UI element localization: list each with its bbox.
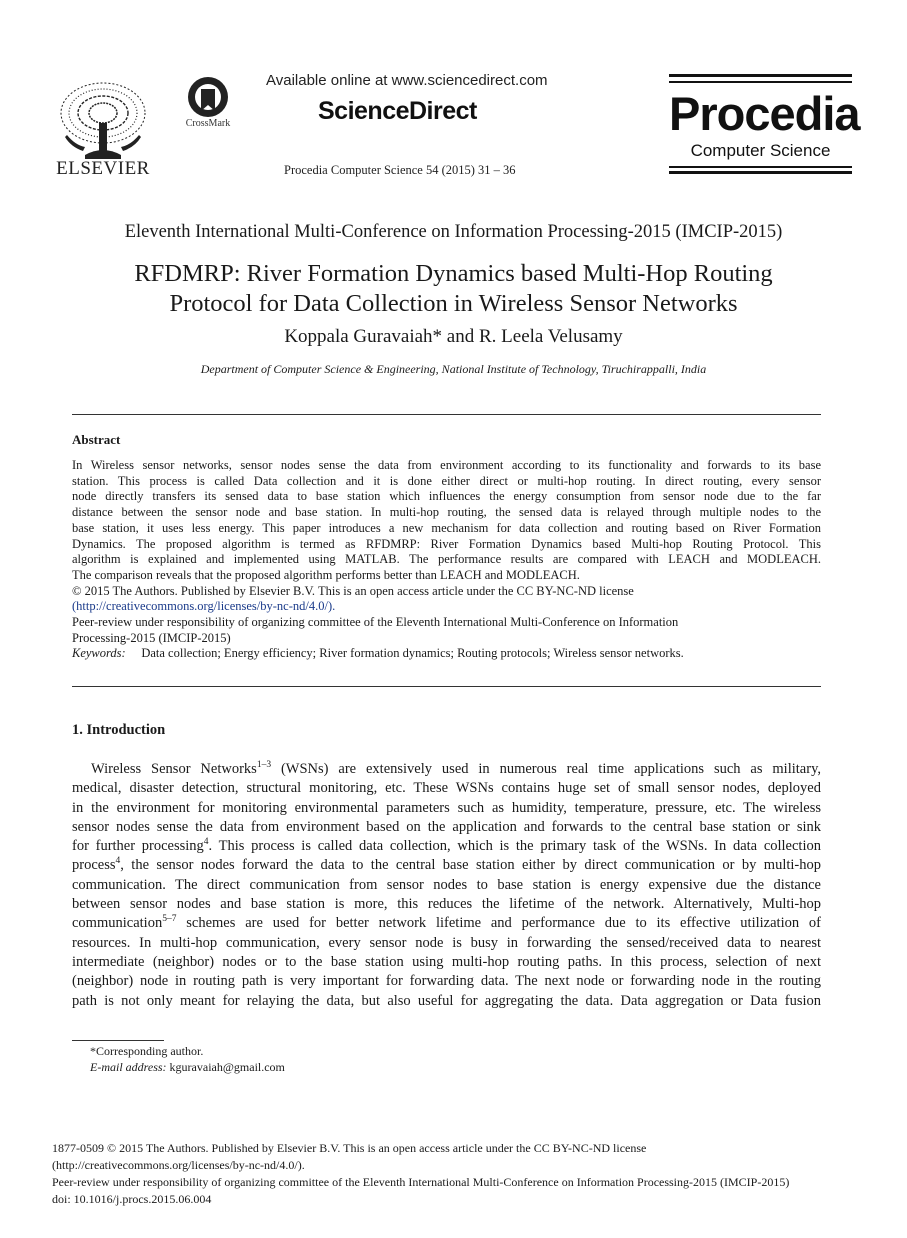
- title-line-1: RFDMRP: River Formation Dynamics based Multi-Hop Routing: [134, 260, 773, 287]
- license-link-line: [72, 599, 821, 615]
- intro-line: sensor nodes sense the data from environment based on the application and forwards to the central base station or sink: [72, 818, 821, 835]
- intro-line: resources. In multi-hop communication, every sensor node is busy in forwarding the sensed/received data to nearest: [72, 934, 821, 951]
- abstract-line: The comparison reveals that the proposed algorithm performs better than LEACH and MODLEACH.: [72, 567, 580, 582]
- page-footer: [52, 1140, 862, 1208]
- intro-text: , the sensor nodes forward the data to the central base station either by direct communication or by multi-hop: [120, 857, 821, 874]
- procedia-logo: [669, 74, 860, 174]
- footer-peer-review: Peer-review under responsibility of organizing committee of the Eleventh International Multi-Conference on Information Processing-2015 (IMCIP-2015): [52, 1175, 790, 1189]
- journal-reference: Procedia Computer Science 54 (2015) 31 – 36: [284, 163, 516, 177]
- intro-text: communication: [72, 915, 163, 932]
- abstract-line: station. This process is called Data collection and it is done either direct or multi-hop routing. In direct routing, every sensor: [72, 473, 821, 488]
- abstract-line: node directly transfers its sensed data to base station which influences the energy consumption from sensor node due to the far: [72, 489, 821, 504]
- conference-name: Eleventh International Multi-Conference on Information Processing-2015 (IMCIP-2015): [124, 222, 783, 242]
- corresponding-author-note: *Corresponding author.: [90, 1044, 204, 1058]
- introduction-body: [72, 760, 821, 1011]
- abstract-line: distance between the sensor node and base station. In multi-hop routing, the sensed data is relayed through multiple nodes to the: [72, 505, 821, 520]
- abstract-line: algorithm is explained and implemented using MATLAB. The performance results are compared with LEACH and MODLEACH.: [72, 552, 821, 567]
- abstract-body: [72, 458, 821, 662]
- intro-text: process: [72, 857, 116, 874]
- abstract-line: Dynamics. The proposed algorithm is termed as RFDMRP: River Formation Dynamics based Multi-hop Routing Protocol. This: [72, 536, 821, 551]
- email-label: E-mail address:: [90, 1060, 167, 1074]
- intro-line: in the environment for monitoring environmental parameters such as humidity, temperature, pressure, etc. The wireless: [72, 799, 821, 816]
- citation[interactable]: 4: [115, 856, 121, 867]
- section-heading-introduction: 1. Introduction: [72, 722, 166, 738]
- footer-license: 1877-0509 © 2015 The Authors. Published by Elsevier B.V. This is an open access article under the CC BY-NC-ND license: [52, 1141, 647, 1155]
- intro-line: [72, 856, 821, 875]
- abstract-line: In Wireless sensor networks, sensor nodes sense the data from environment according to its functionality and forwards to its base: [72, 458, 821, 472]
- license-link[interactable]: (http://creativecommons.org/licenses/by-nc-nd/4.0/).: [72, 599, 336, 614]
- intro-text: Wireless Sensor Networks: [91, 761, 257, 777]
- peer-review-line-1: Peer-review under responsibility of organizing committee of the Eleventh International Multi-Conference on Information: [72, 615, 679, 630]
- peer-review-line-2: Processing-2015 (IMCIP-2015): [72, 630, 231, 645]
- intro-line: intermediate (neighbor) nodes or to the base station using multi-hop routing paths. In this process, selection of next: [72, 953, 821, 970]
- elsevier-wordmark: ELSEVIER: [56, 158, 150, 179]
- abstract-bottom-rule: [72, 686, 821, 687]
- intro-line: communication. The direct communication from sensor nodes to base station is energy expensive due the distance: [72, 876, 821, 893]
- author-list: Koppala Guravaiah* and R. Leela Velusamy: [284, 326, 623, 347]
- intro-line: [72, 837, 821, 856]
- intro-line: [72, 914, 821, 933]
- paper-title: [0, 259, 907, 319]
- footer-license-link[interactable]: (http://creativecommons.org/licenses/by-nc-nd/4.0/).: [52, 1158, 305, 1172]
- intro-line: [72, 760, 821, 779]
- intro-text: for further processing: [72, 838, 204, 855]
- title-line-2: Protocol for Data Collection in Wireless Sensor Networks: [169, 290, 738, 317]
- footer-doi[interactable]: doi: 10.1016/j.procs.2015.06.004: [52, 1192, 212, 1206]
- crossmark-label: CrossMark: [185, 118, 231, 129]
- available-online-text[interactable]: Available online at www.sciencedirect.com: [266, 72, 548, 89]
- intro-text: . This process is called data collection, which is the primary task of the WSNs. In data collection: [208, 838, 821, 855]
- intro-line: path is not only meant for relaying the data, but also useful for aggregating the data. Data aggregation or Data fusion: [72, 992, 821, 1009]
- abstract-heading: Abstract: [72, 432, 121, 447]
- citation[interactable]: 5–7: [162, 914, 177, 925]
- intro-line: medical, disaster detection, structural monitoring, etc. These WSNs contains huge set of small sensor nodes, deployed: [72, 780, 821, 797]
- procedia-top-rule-thin: [669, 81, 852, 83]
- procedia-wordmark: Procedia: [669, 87, 860, 140]
- email-address[interactable]: kguravaiah@gmail.com: [169, 1060, 285, 1074]
- email-note: [90, 1060, 285, 1075]
- intro-line: between sensor nodes and base station is more, this reduces the lifetime of the network. Alternatively, Multi-hop: [72, 896, 821, 913]
- procedia-subtitle: Computer Science: [690, 141, 831, 160]
- keywords-list: Data collection; Energy efficiency; River formation dynamics; Routing protocols; Wireless sensor networks.: [141, 646, 684, 661]
- citation[interactable]: 4: [203, 837, 209, 848]
- keywords-label: Keywords:: [72, 646, 126, 661]
- abstract-top-rule: [72, 414, 821, 415]
- procedia-bottom-rule: [669, 171, 852, 174]
- abstract-line: base station, it uses less energy. This paper introduces a new mechanism for data collection and routing based on River Formation: [72, 520, 821, 535]
- keywords-line: [72, 646, 821, 662]
- footnote-rule: [72, 1040, 164, 1041]
- procedia-bottom-rule-thin: [669, 166, 852, 168]
- intro-text: (WSNs) are extensively used in numerous real time applications such as military,: [271, 761, 821, 777]
- intro-line: (neighbor) node in routing path is very important for forwarding data. The next node or forwarding node in the routing: [72, 973, 821, 990]
- affiliation: Department of Computer Science & Engineering, National Institute of Technology, Tiruchirappalli, India: [200, 362, 707, 376]
- intro-text: schemes are used for better network lifetime and performance due to its effective utilization of: [176, 915, 821, 932]
- sciencedirect-wordmark: ScienceDirect: [318, 97, 477, 125]
- citation[interactable]: 1–3: [256, 760, 272, 771]
- copyright-notice: © 2015 The Authors. Published by Elsevier B.V. This is an open access article under the CC BY-NC-ND license: [72, 583, 634, 598]
- procedia-top-rule: [669, 74, 852, 77]
